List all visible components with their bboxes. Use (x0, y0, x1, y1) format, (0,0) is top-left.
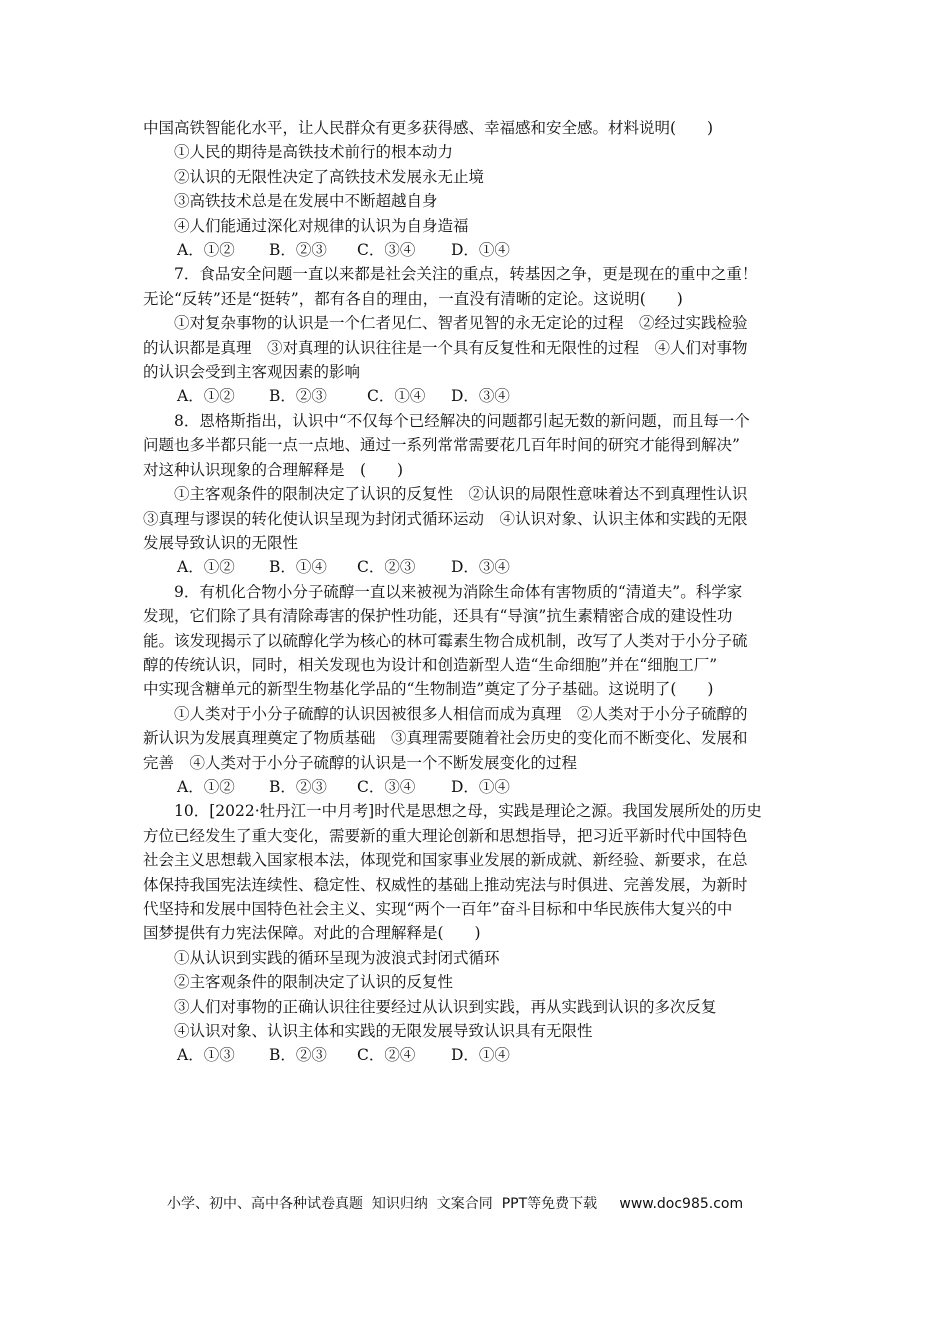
q8-options (143, 555, 811, 579)
q6-options (143, 238, 811, 262)
q7-line-1: 7．食品安全问题一直以来都是社会关注的重点，转基因之争，更是现在的重中之重！ (174, 265, 758, 284)
q9-line-8: 完善 ④人类对于小分子硫醇的认识是一个不断发展变化的过程 (143, 753, 578, 772)
q10-option-b: B．②③ (269, 1046, 327, 1065)
q9-line-1: 9．有机化合物小分子硫醇一直以来被视为消除生命体有害物质的“清道夫”。科学家 (174, 582, 743, 601)
q6-statement-2: ②认识的无限性决定了高铁技术发展永无止境 (174, 167, 485, 186)
q9-line-7: 新认识为发展真理奠定了物质基础 ③真理需要随着社会历史的变化而不断变化、发展和 (143, 729, 748, 748)
q6-statement-1: ①人民的期待是高铁技术前行的根本动力 (174, 143, 454, 162)
q8-line-3: 对这种认识现象的合理解释是 ( ) (143, 460, 404, 479)
q7-option-b: B．②③ (269, 387, 327, 406)
q8-option-d: D．③④ (451, 558, 510, 577)
q6-stem-tail: 中国高铁智能化水平，让人民群众有更多获得感、幸福感和安全感。材料说明( ) (143, 119, 714, 137)
q10-line-3: 社会主义思想载入国家根本法，体现党和国家事业发展的新成就、新经验、新要求，在总 (143, 851, 748, 870)
q8-option-a: A．①② (177, 558, 235, 577)
q9-option-d: D．①④ (451, 777, 510, 796)
q10-statement-3: ③人们对事物的正确认识往往要经过从认识到实践，再从实践到认识的多次反复 (174, 997, 717, 1016)
q10-line-6: 国梦提供有力宪法保障。对此的合理解释是( ) (143, 924, 481, 943)
q6-statement-4: ④人们能通过深化对规律的认识为自身造福 (174, 216, 469, 235)
q9-option-a: A．①② (177, 777, 235, 796)
q7-line-5: 的认识会受到主客观因素的影响 (143, 363, 361, 382)
q6-option-b: B．②③ (269, 241, 327, 260)
q8-line-1: 8．恩格斯指出，认识中“不仅每个已经解决的问题都引起无数的新问题，而且每一个 (174, 411, 750, 430)
q6-statement-3: ③高铁技术总是在发展中不断超越自身 (174, 192, 438, 211)
q7-line-2: 无论“反转”还是“挺转”，都有各自的理由，一直没有清晰的定论。这说明( ) (143, 289, 683, 308)
q6-option-c: C．③④ (357, 241, 416, 260)
q10-line-5: 代坚持和发展中国特色社会主义、实现“两个一百年”奋斗目标和中华民族伟大复兴的中 (143, 900, 733, 918)
q10-option-a: A．①③ (177, 1046, 235, 1065)
q9-line-3: 能。该发现揭示了以硫醇化学为核心的林可霉素生物合成机制，改写了人类对于小分子硫 (143, 631, 748, 650)
q8-line-2: 问题也多半都只能一点一点地、通过一系列常常需要花几百年时间的研究才能得到解决” (143, 436, 740, 455)
q8-line-4: ①主客观条件的限制决定了认识的反复性 ②认识的局限性意味着达不到真理性认识 (174, 485, 748, 504)
q8-option-b: B．①④ (269, 558, 327, 577)
q10-option-c: C．②④ (357, 1046, 416, 1065)
q9-line-2: 发现，它们除了具有清除毒害的保护性功能，还具有“导演”抗生素精密合成的建设性功 (143, 607, 733, 626)
q8-line-6: 发展导致认识的无限性 (143, 533, 299, 552)
q10-statement-1: ①从认识到实践的循环呈现为波浪式封闭式循环 (174, 948, 500, 967)
q7-option-c: C．①④ (367, 387, 426, 406)
q9-line-6: ①人类对于小分子硫醇的认识因被很多人相信而成为真理 ②人类对于小分子硫醇的 (174, 704, 748, 723)
q9-line-4: 醇的传统认识，同时，相关发现也为设计和创造新型人造“生命细胞”并在“细胞工厂” (143, 655, 718, 674)
q7-line-4: 的认识都是真理 ③对真理的认识往往是一个具有反复性和无限性的过程 ④人们对事物 (143, 338, 748, 357)
q7-option-d: D．③④ (451, 387, 510, 406)
q7-line-3: ①对复杂事物的认识是一个仁者见仁、智者见智的永无定论的过程 ②经过实践检验 (174, 314, 748, 333)
q6-option-d: D．①④ (451, 241, 510, 260)
q7-options (143, 384, 811, 408)
q9-line-5: 中实现含糖单元的新型生物基化学品的“生物制造”奠定了分子基础。这说明了( ) (143, 680, 714, 699)
q10-line-1: 10．[2022·牡丹江一中月考]时代是思想之母，实践是理论之源。我国发展所处的历史 (174, 802, 762, 821)
q7-option-a: A．①② (177, 387, 235, 406)
q10-line-4: 体保持我国宪法连续性、稳定性、权威性的基础上推动宪法与时俱进、完善发展，为新时 (143, 875, 748, 894)
q10-line-2: 方位已经发生了重大变化，需要新的重大理论创新和思想指导，把习近平新时代中国特色 (143, 826, 748, 845)
q9-option-b: B．②③ (269, 777, 327, 796)
q10-options (143, 1043, 811, 1067)
q8-line-5: ③真理与谬误的转化使认识呈现为封闭式循环运动 ④认识对象、认识主体和实践的无限 (143, 509, 748, 528)
q6-option-a: A．①② (177, 241, 235, 260)
q8-option-c: C．②③ (357, 558, 416, 577)
q10-statement-2: ②主客观条件的限制决定了认识的反复性 (174, 973, 454, 992)
footer-banner: 小学、初中、高中各种试卷真题 知识归纳 文案合同 PPT等免费下载 www.doc985.com (167, 1196, 744, 1212)
q9-option-c: C．③④ (357, 777, 416, 796)
q10-statement-4: ④认识对象、认识主体和实践的无限发展导致认识具有无限性 (174, 1022, 593, 1041)
question-body (143, 116, 811, 1068)
q9-options (143, 775, 811, 799)
q10-option-d: D．①④ (451, 1046, 510, 1065)
